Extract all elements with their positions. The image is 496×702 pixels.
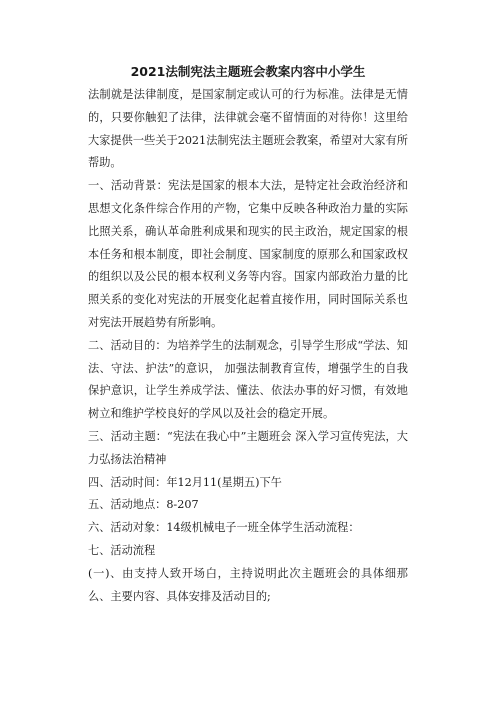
document-body [88, 62, 408, 608]
section-process-heading: 七、活动流程 [88, 543, 156, 557]
section-time: 四、活动时间：年12月11(星期五)下午 [88, 475, 282, 489]
process-step-1: (一)、由支持人致开场白，主持说明此次主题班会的具体细那么、主要内容、具体安排及活动目的; [88, 566, 408, 603]
section-audience: 六、活动对象：14级机械电子一班全体学生活动流程： [88, 521, 360, 535]
document-title: 2021法制宪法主题班会教案内容中小学生 [130, 64, 366, 79]
section-theme: 三、活动主题：“宪法在我心中”主题班会 深入学习宣传宪法，大力弘扬法治精神 [88, 429, 408, 466]
intro-paragraph: 法制就是法律制度，是国家制定或认可的行为标准。法律是无情的，只要你触犯了法律，法律就会毫不留情面的对待你！这里给大家提供一些关于2021法制宪法主题班会教案，希望对大家有所帮助。 [88, 88, 408, 170]
section-purpose: 二、活动目的：为培养学生的法制观念，引导学生形成“学法、知法、守法、护法”的意识， 加强法制教育宣传，增强学生的自我保护意识，让学生养成学法、懂法、依法办事的好习惯，有效地树立和维护学校良好的学风以及社会的稳定开展。 [88, 338, 408, 421]
section-location: 五、活动地点：8-207 [88, 498, 199, 512]
section-background: 一、活动背景：宪法是国家的根本大法，是特定社会政治经济和思想文化条件综合作用的产物，它集中反映各种政治力量的实际比照关系，确认革命胜利成果和现实的民主政治，规定国家的根本任务和根本制度，即社会制度、国家制度的原那么和国家政权的组织以及公民的根本权利义务等内容。国家内部政治力量的比照关系的变化对宪法的开展变化起着直接作用，同时国际关系也对宪法开展趋势有所影响。 [88, 179, 408, 329]
